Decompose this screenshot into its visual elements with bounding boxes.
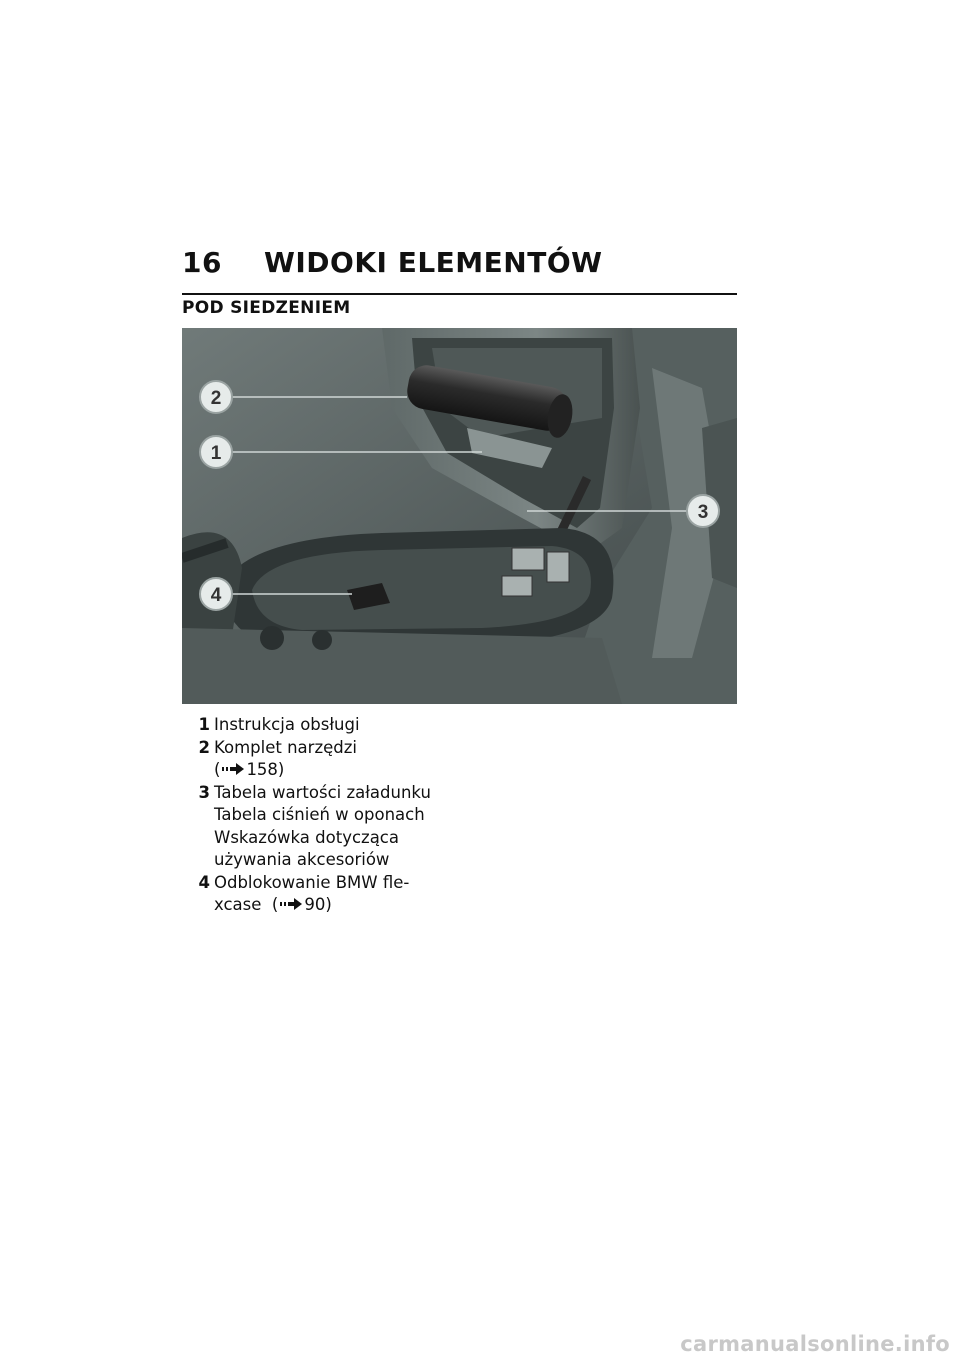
legend-text: Tabela ciśnień w oponach [214, 805, 425, 824]
page-ref-arrow-icon [280, 898, 302, 910]
legend-text: Instrukcja obsługi [214, 715, 360, 734]
chapter-title: WIDOKI ELEMENTÓW [264, 246, 603, 279]
page-number: 16 [182, 246, 222, 279]
svg-text:1: 1 [210, 443, 222, 464]
seat-compartment-photo [182, 328, 737, 704]
page-reference[interactable]: ( 158) [214, 760, 285, 779]
callout-2 [200, 381, 232, 413]
legend-item-2 [182, 737, 482, 782]
callout-1 [200, 436, 232, 468]
svg-text:3: 3 [697, 502, 709, 523]
legend-number: 3 [198, 782, 210, 802]
legend-number: 2 [198, 737, 210, 757]
legend-list [182, 714, 482, 917]
section-title: POD SIEDZENIEM [182, 298, 351, 318]
legend-text: Wskazówka dotycząca [214, 827, 399, 847]
legend-item-3 [182, 782, 482, 872]
callout-3 [687, 495, 719, 527]
legend-text: Tabela wartości załadunku [214, 782, 431, 802]
page-reference[interactable]: xcase ( 90) [214, 895, 332, 914]
header-rule [182, 293, 737, 295]
legend-text: używania akcesoriów [214, 850, 390, 869]
page-ref-arrow-icon [222, 763, 244, 775]
svg-text:4: 4 [210, 585, 222, 606]
legend-number: 1 [198, 715, 210, 734]
svg-text:2: 2 [210, 388, 222, 409]
photo-illustration [182, 328, 737, 704]
page-header [182, 246, 737, 279]
legend-item-1 [182, 714, 482, 737]
legend-text: Komplet narzędzi [214, 737, 357, 757]
watermark: carmanualsonline.info [680, 1332, 950, 1356]
legend-item-4 [182, 872, 482, 917]
legend-text: Odblokowanie BMW fle- [214, 872, 410, 892]
callout-4 [200, 578, 232, 610]
legend-number: 4 [198, 872, 210, 892]
